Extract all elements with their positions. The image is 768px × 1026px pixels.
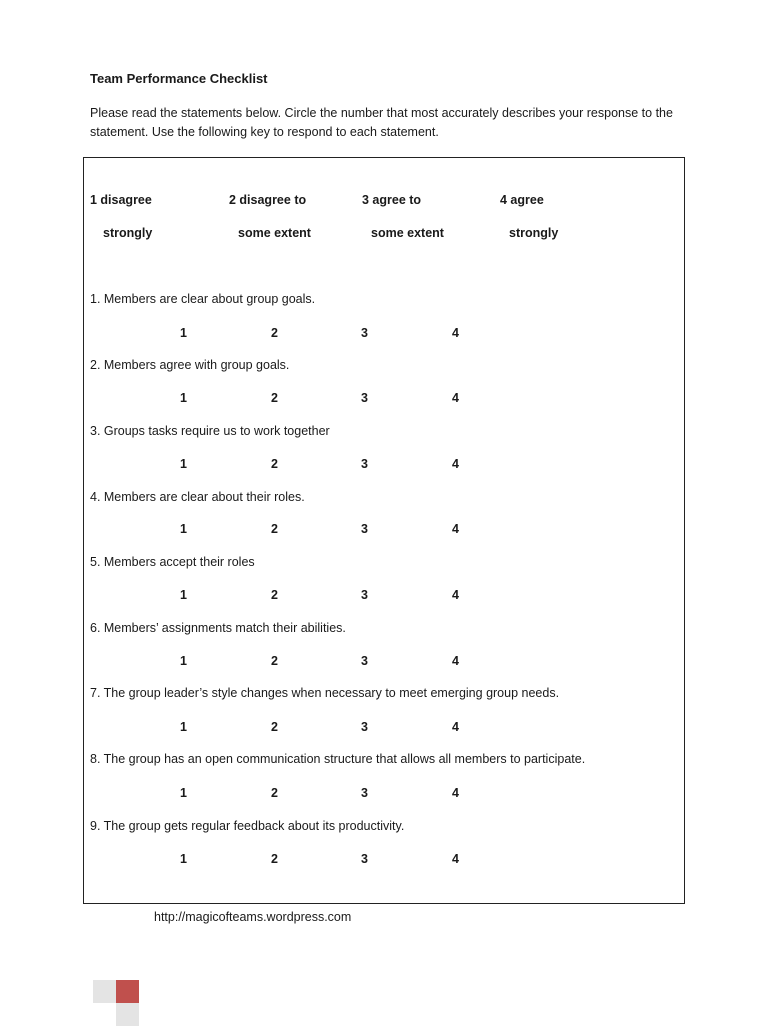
footer-link[interactable]: http://magicofteams.wordpress.com — [154, 910, 352, 924]
grey-square-decoration — [93, 980, 116, 1003]
rating-8-option-3[interactable]: 3 — [361, 786, 368, 800]
statement-2: 2. Members agree with group goals. — [90, 358, 290, 372]
rating-9-option-3[interactable]: 3 — [361, 852, 368, 866]
rating-4-option-1[interactable]: 1 — [180, 522, 187, 536]
statement-5: 5. Members accept their roles — [90, 555, 255, 569]
rating-7-option-3[interactable]: 3 — [361, 720, 368, 734]
rating-4-option-2[interactable]: 2 — [271, 522, 278, 536]
key-2-line1: 2 disagree to — [229, 193, 307, 207]
page-title: Team Performance Checklist — [90, 71, 268, 86]
statement-4: 4. Members are clear about their roles. — [90, 490, 305, 504]
key-2-line2: some extent — [238, 226, 311, 240]
rating-9-option-2[interactable]: 2 — [271, 852, 278, 866]
rating-6-option-4[interactable]: 4 — [452, 654, 459, 668]
statement-1: 1. Members are clear about group goals. — [90, 292, 316, 306]
rating-5-option-2[interactable]: 2 — [271, 588, 278, 602]
key-3-line2: some extent — [371, 226, 444, 240]
rating-3-option-2[interactable]: 2 — [271, 457, 278, 471]
rating-1-option-1[interactable]: 1 — [180, 326, 187, 340]
rating-7-option-2[interactable]: 2 — [271, 720, 278, 734]
grey-square-decoration-lower — [116, 1003, 139, 1026]
key-3-line1: 3 agree to — [362, 193, 422, 207]
rating-2-option-1[interactable]: 1 — [180, 391, 187, 405]
rating-3-option-4[interactable]: 4 — [452, 457, 459, 471]
key-4-line2: strongly — [509, 226, 559, 240]
rating-3-option-3[interactable]: 3 — [361, 457, 368, 471]
rating-6-option-2[interactable]: 2 — [271, 654, 278, 668]
statement-3: 3. Groups tasks require us to work together — [90, 424, 330, 438]
statement-7: 7. The group leader’s style changes when necessary to meet emerging group needs. — [90, 686, 560, 700]
rating-8-option-2[interactable]: 2 — [271, 786, 278, 800]
rating-7-option-4[interactable]: 4 — [452, 720, 459, 734]
statement-9: 9. The group gets regular feedback about its productivity. — [90, 819, 405, 833]
rating-6-option-3[interactable]: 3 — [361, 654, 368, 668]
rating-2-option-3[interactable]: 3 — [361, 391, 368, 405]
rating-8-option-4[interactable]: 4 — [452, 786, 459, 800]
checklist-box — [83, 157, 685, 904]
rating-9-option-4[interactable]: 4 — [452, 852, 459, 866]
rating-6-option-1[interactable]: 1 — [180, 654, 187, 668]
rating-1-option-2[interactable]: 2 — [271, 326, 278, 340]
instructions-paragraph: Please read the statements below. Circle the number that most accurately describes your response to the statement. Use the following key to respond to each statement. — [90, 106, 673, 139]
rating-9-option-1[interactable]: 1 — [180, 852, 187, 866]
red-square-decoration — [116, 980, 139, 1003]
rating-5-option-4[interactable]: 4 — [452, 588, 459, 602]
rating-4-option-3[interactable]: 3 — [361, 522, 368, 536]
key-4-line1: 4 agree — [500, 193, 544, 207]
rating-7-option-1[interactable]: 1 — [180, 720, 187, 734]
rating-8-option-1[interactable]: 1 — [180, 786, 187, 800]
rating-1-option-3[interactable]: 3 — [361, 326, 368, 340]
rating-5-option-3[interactable]: 3 — [361, 588, 368, 602]
statement-6: 6. Members’ assignments match their abilities. — [90, 621, 346, 635]
key-1-line1: 1 disagree — [90, 193, 152, 207]
rating-5-option-1[interactable]: 1 — [180, 588, 187, 602]
statement-8: 8. The group has an open communication structure that allows all members to participate. — [90, 752, 586, 766]
rating-1-option-4[interactable]: 4 — [452, 326, 459, 340]
key-1-line2: strongly — [103, 226, 153, 240]
rating-2-option-2[interactable]: 2 — [271, 391, 278, 405]
rating-4-option-4[interactable]: 4 — [452, 522, 459, 536]
rating-3-option-1[interactable]: 1 — [180, 457, 187, 471]
rating-2-option-4[interactable]: 4 — [452, 391, 459, 405]
